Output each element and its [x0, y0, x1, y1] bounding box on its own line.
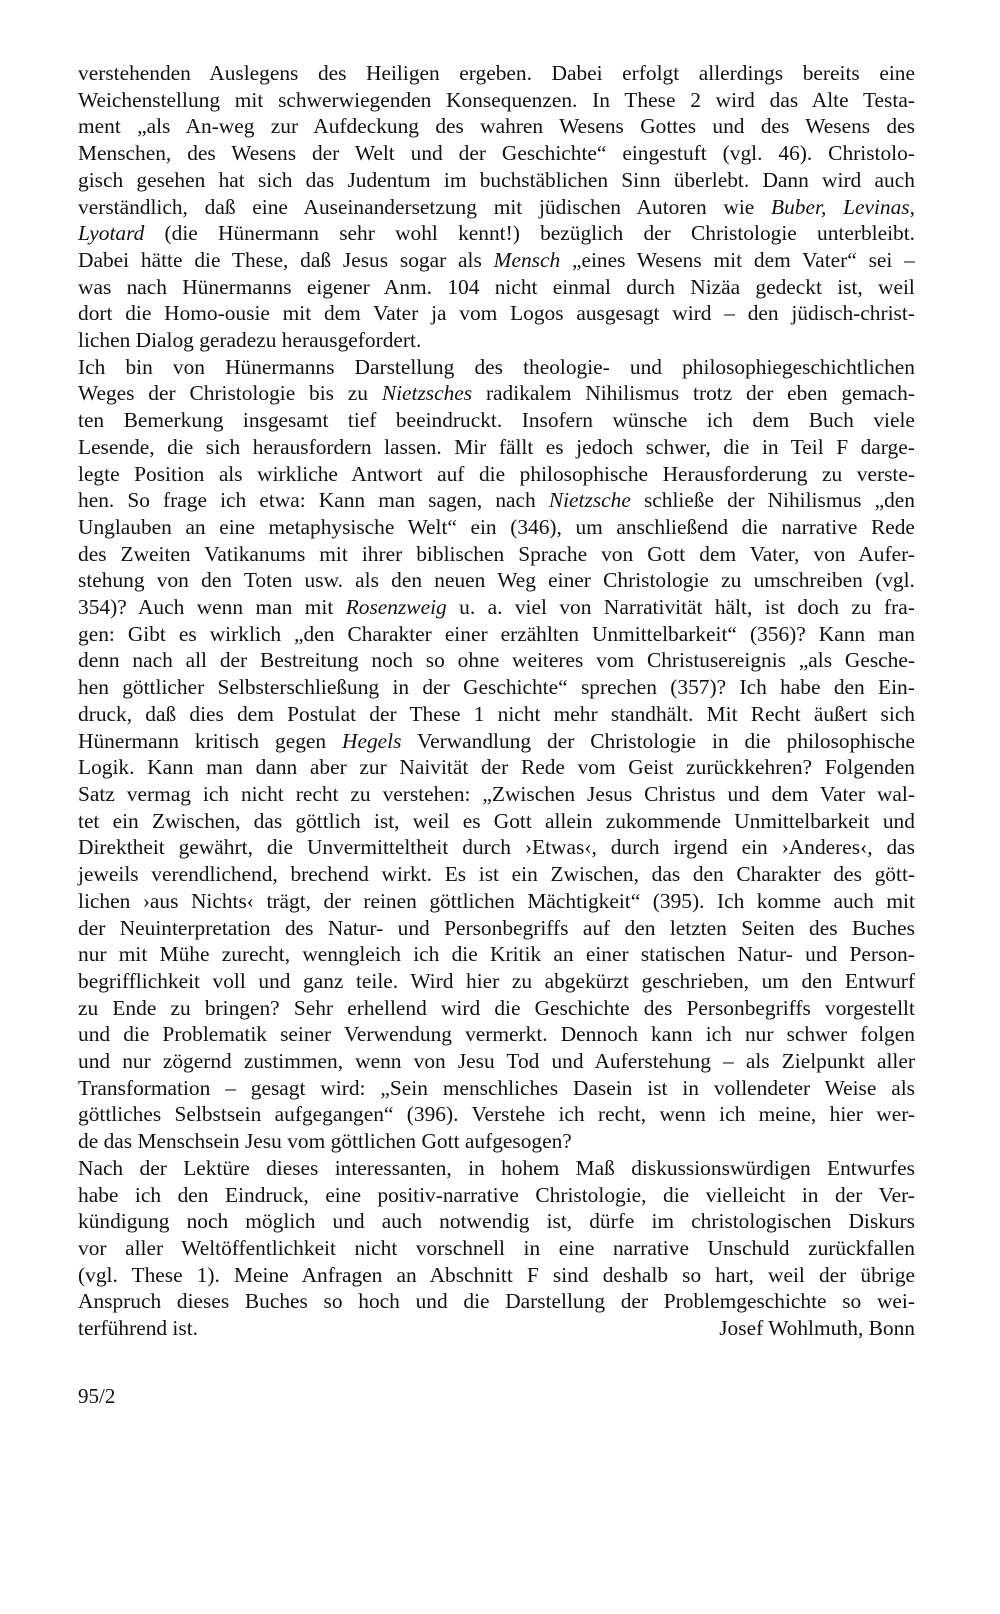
text-line: kündigung noch möglich und auch notwendig ist, dürfe im christologischen Diskurs: [78, 1209, 916, 1234]
text-line: ten Bemerkung insgesamt tief beeindruckt. Insofern wünsche ich dem Buch viele: [78, 408, 915, 433]
text-line: Menschen, des Wesens der Welt und der Geschichte“ eingestuft (vgl. 46). Christolo-: [78, 141, 915, 166]
final-line-text: terführend ist.: [78, 1316, 198, 1341]
page-number: 95/2: [78, 1384, 116, 1408]
text-line: begrifflichkeit voll und ganz teile. Wird hier zu abgekürzt geschrieben, um den Entwurf: [78, 968, 916, 993]
text-line: zu Ende zu bringen? Sehr erhellend wird die Geschichte des Personbegriffs vorgestellt: [78, 995, 915, 1020]
text-line: hen. So frage ich etwa: Kann man sagen, nach Nietzsche schließe der Nihilismus „den: [78, 488, 915, 513]
review-page-body: [78, 60, 915, 1342]
text-line: des Zweiten Vatikanums mit ihrer biblischen Sprache von Gott dem Vater, von Aufer-: [78, 541, 915, 566]
text-line: 354)? Auch wenn man mit Rosenzweig u. a. viel von Narrativität hält, ist doch zu fra-: [78, 595, 915, 620]
text-line: Logik. Kann man dann aber zur Naivität der Rede vom Geist zurückkehren? Folgenden: [78, 755, 915, 780]
text-line: Unglauben an eine metaphysische Welt“ ein (346), um anschließend die narrative Rede: [78, 514, 915, 539]
text-line: denn nach all der Bestreitung noch so ohne weiteres vom Christusereignis „als Gesche-: [78, 648, 915, 673]
text-line: Hünermann kritisch gegen Hegels Verwandlung der Christologie in die philosophische: [78, 728, 915, 753]
text-line: lichen ›aus Nichts‹ trägt, der reinen göttlichen Mächtigkeit“ (395). Ich komme auch mit: [78, 888, 915, 913]
text-line: und nur zögernd zustimmen, wenn von Jesu Tod und Auferstehung – als Zielpunkt aller: [78, 1049, 915, 1074]
text-line: dort die Homo-ousie mit dem Vater ja vom Logos ausgesagt wird – den jüdisch-christ-: [78, 301, 915, 326]
text-line: was nach Hünermanns eigener Anm. 104 nicht einmal durch Nizäa gedeckt ist, weil: [78, 274, 915, 299]
text-line: Lyotard (die Hünermann sehr wohl kennt!) bezüglich der Christologie unterbleibt.: [78, 221, 916, 246]
paragraph-1: [78, 60, 915, 354]
text-line: Dabei hätte die These, daß Jesus sogar als Mensch „eines Wesens mit dem Vater“ sei –: [78, 247, 915, 272]
text-line: vor aller Weltöffentlichkeit nicht vorschnell in eine narrative Unschuld zurückfallen: [78, 1235, 915, 1260]
text-line: Nach der Lektüre dieses interessanten, in hohem Maß diskussionswürdigen Entwurfes: [78, 1155, 915, 1180]
text-line: Lesende, die sich herausfordern lassen. Mir fällt es jedoch schwer, die in Teil F darge-: [78, 434, 915, 459]
paragraph-2: [78, 354, 915, 1155]
text-line: Transformation – gesagt wird: „Sein menschliches Dasein ist in vollendeter Weise als: [78, 1075, 915, 1100]
text-line: gen: Gibt es wirklich „den Charakter einer erzählten Unmittelbarkeit“ (356)? Kann man: [78, 621, 915, 646]
text-line: jeweils verendlichend, brechend wirkt. Es ist ein Zwischen, das den Charakter des gött-: [78, 862, 916, 887]
text-line: verstehenden Auslegens des Heiligen ergeben. Dabei erfolgt allerdings bereits eine: [78, 61, 915, 85]
text-line: Weges der Christologie bis zu Nietzsches radikalem Nihilismus trotz der eben gemach-: [78, 381, 915, 406]
text-line: ment „als An-weg zur Aufdeckung des wahren Wesens Gottes und des Wesens des: [78, 114, 915, 139]
closing-line: [78, 1315, 915, 1342]
text-line: (vgl. These 1). Meine Anfragen an Abschnitt F sind deshalb so hart, weil der übrige: [78, 1262, 916, 1287]
text-line: Anspruch dieses Buches so hoch und die Darstellung der Problemgeschichte so wei-: [78, 1289, 915, 1314]
text-line: lichen Dialog geradezu herausgefordert.: [78, 328, 422, 353]
reviewer-signature: Josef Wohlmuth, Bonn: [719, 1316, 915, 1341]
text-line: und die Problematik seiner Verwendung vermerkt. Dennoch kann ich nur schwer folgen: [78, 1022, 915, 1047]
text-line: tet ein Zwischen, das göttlich ist, weil es Gott allein zukommende Unmittelbarkeit und: [78, 808, 915, 833]
text-line: legte Position als wirkliche Antwort auf die philosophische Herausforderung zu verste-: [78, 461, 915, 486]
text-line: hen göttlicher Selbsterschließung in der Geschichte“ sprechen (357)? Ich habe den Ein-: [78, 675, 915, 700]
text-line: göttliches Selbstsein aufgegangen“ (396). Verstehe ich recht, wenn ich meine, hier wer-: [78, 1102, 916, 1127]
text-line: gisch gesehen hat sich das Judentum im buchstäblichen Sinn überlebt. Dann wird auch: [78, 167, 915, 192]
text-line: de das Menschsein Jesu vom göttlichen Gott aufgesogen?: [78, 1129, 572, 1154]
text-line: Weichenstellung mit schwerwiegenden Konsequenzen. In These 2 wird das Alte Testa-: [78, 87, 915, 112]
text-line: stehung von den Toten usw. als den neuen Weg einer Christologie zu umschreiben (vgl.: [78, 568, 915, 593]
text-line: druck, daß dies dem Postulat der These 1 nicht mehr standhält. Mit Recht äußert sich: [78, 701, 916, 726]
paragraph-3: [78, 1155, 915, 1342]
text-line: der Neuinterpretation des Natur- und Personbegriffs auf den letzten Seiten des Buches: [78, 915, 915, 940]
text-line: Ich bin von Hünermanns Darstellung des theologie- und philosophiegeschichtlichen: [78, 354, 915, 379]
text-line: habe ich den Eindruck, eine positiv-narrative Christologie, die vielleicht in der Ver-: [78, 1182, 915, 1207]
text-line: Satz vermag ich nicht recht zu verstehen: „Zwischen Jesus Christus und dem Vater wal-: [78, 781, 915, 806]
text-line: Direktheit gewährt, die Unvermitteltheit durch ›Etwas‹, durch irgend ein ›Anderes‹, das: [78, 835, 915, 860]
text-line: verständlich, daß eine Auseinandersetzung mit jüdischen Autoren wie Buber, Levinas,: [78, 194, 915, 219]
text-line: nur mit Mühe zurecht, wenngleich ich die Kritik an einer statischen Natur- und Person-: [78, 942, 915, 967]
